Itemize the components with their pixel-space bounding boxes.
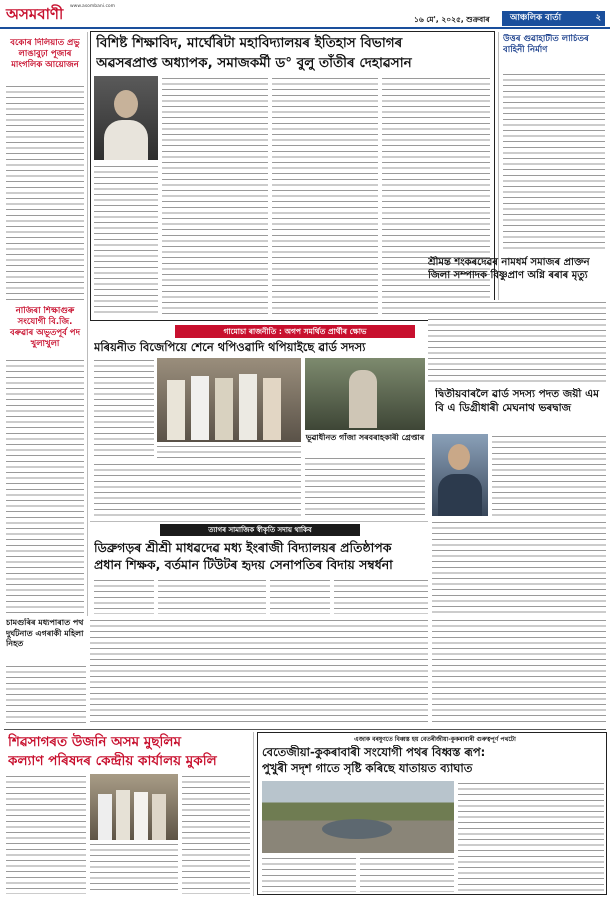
road-body-col1	[262, 856, 356, 892]
sivasagar-body-col1	[6, 774, 86, 894]
main-story-body-col2	[162, 76, 268, 316]
farewell-headline-line1: ডিব্ৰুগড়ৰ শ্ৰীশ্ৰী মাধৱদেৱ মধ্য ইংৰাজী বিদ্যালয়ৰ প্ৰতিষ্ঠাপক	[94, 540, 392, 555]
main-headline-line2: অৱসৰপ্ৰাপ্ত অধ্যাপক, সমাজকৰ্মী ড° বুলু তাঁতীৰ দেহাৱসান	[96, 55, 412, 71]
ganja-arrest-headline: ভূৱাধীনত গাঁজা সৰবৰাহকাৰী গ্ৰেপ্তাৰ	[305, 433, 425, 442]
right-story3-body-top	[492, 434, 606, 516]
main-story-body-col3	[272, 76, 378, 316]
bottom-section-divider	[4, 729, 606, 730]
right-story1-body	[503, 72, 605, 250]
middle-story-body-col1	[94, 358, 154, 460]
left-story2-headline: নাজিৰা শিক্ষাগুৰু সংযোগী বি.জি. বৰুৱাৰ অভূতপূৰ্ব পদ খুলাখুলা	[9, 306, 81, 349]
right-story2-headline: শ্ৰীমন্ত শংকৰদেৱৰ নামধৰ্ম সমাজৰ প্ৰাক্তন জিলা সম্পাদক বিষ্ণুপ্ৰাণ অগ্নি ৰৰাৰ মৃত্যু	[428, 257, 590, 281]
masthead-rule	[0, 27, 610, 29]
gamocha-event-photo	[157, 358, 301, 442]
accident-body	[6, 664, 86, 726]
right-story3-body-lower	[432, 618, 606, 726]
middle-story-body-col2	[157, 444, 301, 460]
issue-date: ১৬ মে', ২০২৫, শুক্ৰবাৰ	[414, 15, 490, 24]
sivasagar-headline-line2: কল্যাণ পৰিষদৰ কেন্দ্ৰীয় কাৰ্যালয় মুকলি	[8, 753, 217, 769]
section-label	[502, 11, 605, 26]
ganja-arrest-photo	[305, 358, 425, 430]
farewell-body-col3	[270, 578, 330, 614]
damaged-road-photo	[262, 781, 454, 853]
story-strap: ত্যাগৰ সামাজিক স্বীকৃতি সদায় থাকিব	[160, 524, 360, 536]
road-body-col2	[360, 856, 454, 892]
main-headline-line1: বিশিষ্ট শিক্ষাবিদ, মাৰ্ঘেৰিটা মহাবিদ্যালয়ৰ ইতিহাস বিভাগৰ	[96, 35, 403, 51]
road-headline-line1: বেতেজীয়া-কুকৰাবাৰী সংযোগী পথৰ বিধ্বস্ত ৰূপ:	[262, 745, 486, 759]
right-story1-headline: উত্তৰ গুৱাহাটীত লাচিতৰ বাহিনী নিৰ্মাণ	[503, 34, 589, 55]
section-name: আঞ্চলিক বাৰ্তা	[510, 13, 562, 23]
website-url[interactable]: www.asombani.com	[70, 4, 116, 9]
farewell-body-lower	[90, 618, 428, 726]
sivasagar-body-col2	[90, 842, 178, 894]
column-divider	[253, 732, 254, 896]
masthead	[0, 0, 610, 26]
ward-member-photo	[432, 434, 488, 516]
middle-subheadline: মৰিয়নীত বিজেপিয়ে শেনে থপিওৱাদি থপিয়াইছে ৱাৰ্ড সদস্য	[94, 340, 366, 354]
accident-headline: চামগুৰিৰ মধ্যপাৰাত পথ দুৰ্ঘটনাত এগৰাকী মহিলা নিহত	[6, 618, 84, 648]
left-story1-headline: বকোৰ দিলিয়াত প্ৰভু লাঙাবুঢ়া পূজাৰ মাংগলিক আয়োজন	[10, 38, 80, 70]
left-story1-body	[6, 84, 84, 304]
left-story2-body	[6, 358, 84, 613]
farewell-body-col1	[94, 578, 154, 614]
road-story-kicker: এজাক বৰষুণতে বিধ্বস্ত হয় বেতৰীজীয়া-কুকৰাবাৰী গুৰুত্বপূৰ্ণ পথটো	[354, 736, 516, 743]
farewell-body-col4	[334, 578, 428, 614]
sivasagar-headline-line1: শিৱসাগৰত উজনি অসম মুছলিম	[8, 734, 181, 750]
right-story3-headline: দ্বিতীয়বাৰলৈ ৱাৰ্ড সদস্য পদত জয়ী এম বি এ ডিগ্ৰীধাৰী মেঘনাথ ভৰদ্বাজ	[435, 388, 599, 414]
newspaper-logo: অসমবাণী	[6, 5, 64, 23]
office-inauguration-photo	[90, 774, 178, 840]
right-story3-body	[432, 520, 606, 614]
farewell-headline-line2: প্ৰধান শিক্ষক, বৰ্তমান টিউটৰ হৃদয় সেনাপতিৰ বিদায় সম্বৰ্ধনা	[94, 557, 393, 572]
farewell-body-col2	[158, 578, 266, 614]
section-divider	[90, 521, 428, 522]
portrait-photo	[94, 76, 158, 160]
column-divider	[87, 32, 88, 616]
story-kicker-banner: গামোচা ৰাজনীতি : অগপ সমৰ্থিত প্ৰাৰ্থীৰ ক্ষোভ	[175, 325, 415, 338]
page-number: ২	[595, 13, 601, 23]
sivasagar-body-col3	[182, 774, 250, 894]
road-body-col3	[458, 781, 604, 892]
middle-story-body-col3	[94, 462, 301, 518]
right-story2-body	[428, 300, 606, 382]
main-story-body-col1	[94, 164, 158, 316]
road-headline-line2: পুখুৰী সদৃশ গাতে সৃষ্টি কৰিছে যাতায়ত ব্যাঘাত	[262, 761, 473, 775]
ganja-arrest-body	[305, 456, 425, 518]
